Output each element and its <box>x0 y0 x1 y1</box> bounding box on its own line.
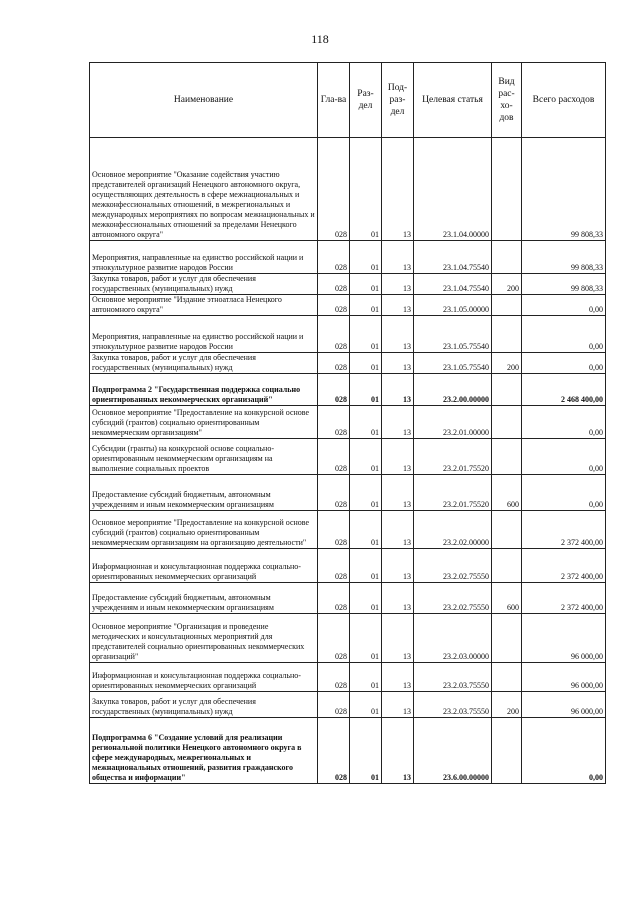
row-chapter: 028 <box>318 241 350 274</box>
row-chapter: 028 <box>318 583 350 614</box>
row-name: Подпрограмма 6 "Создание условий для реализации региональной политики Ненецкого автономного округа в сфере международных, межрегиональных и межнациональных отношений, развития гражданского общества и информации" <box>90 718 318 784</box>
table-row <box>90 583 606 614</box>
table-row <box>90 353 606 374</box>
row-target: 23.1.04.00000 <box>414 138 492 241</box>
row-section: 01 <box>350 295 382 316</box>
row-name: Закупка товаров, работ и услуг для обеспечения государственных (муниципальных) нужд <box>90 274 318 295</box>
row-expense-type: 200 <box>492 692 522 718</box>
row-target: 23.2.00.00000 <box>414 374 492 406</box>
row-subsection: 13 <box>382 353 414 374</box>
row-subsection: 13 <box>382 614 414 663</box>
row-name: Закупка товаров, работ и услуг для обеспечения государственных (муниципальных) нужд <box>90 692 318 718</box>
row-total: 99 808,33 <box>522 241 606 274</box>
row-name: Основное мероприятие "Предоставление на конкурсной основе субсидий (грантов) социально ориентированным некоммерческим организациям" <box>90 406 318 439</box>
row-chapter: 028 <box>318 663 350 692</box>
row-expense-type <box>492 663 522 692</box>
table-row <box>90 241 606 274</box>
row-total: 99 808,33 <box>522 274 606 295</box>
row-subsection: 13 <box>382 549 414 583</box>
header-expense-type: Вид рас-хо-дов <box>492 63 522 138</box>
row-target: 23.1.04.75540 <box>414 274 492 295</box>
row-chapter: 028 <box>318 692 350 718</box>
row-name: Информационная и консультационная поддержка социально-ориентированных некоммерческих организаций <box>90 663 318 692</box>
row-total: 0,00 <box>522 353 606 374</box>
row-subsection: 13 <box>382 583 414 614</box>
row-subsection: 13 <box>382 374 414 406</box>
row-expense-type <box>492 241 522 274</box>
row-subsection: 13 <box>382 274 414 295</box>
row-chapter: 028 <box>318 439 350 475</box>
row-section: 01 <box>350 316 382 353</box>
row-subsection: 13 <box>382 511 414 549</box>
row-subsection: 13 <box>382 295 414 316</box>
row-section: 01 <box>350 374 382 406</box>
row-chapter: 028 <box>318 374 350 406</box>
row-chapter: 028 <box>318 549 350 583</box>
row-expense-type <box>492 549 522 583</box>
header-target: Целевая статья <box>414 63 492 138</box>
row-section: 01 <box>350 406 382 439</box>
row-target: 23.1.05.75540 <box>414 316 492 353</box>
row-chapter: 028 <box>318 475 350 511</box>
row-target: 23.2.01.00000 <box>414 406 492 439</box>
row-subsection: 13 <box>382 663 414 692</box>
row-name: Основное мероприятие "Издание этноатласа Ненецкого автономного округа" <box>90 295 318 316</box>
row-chapter: 028 <box>318 138 350 241</box>
row-name: Мероприятия, направленные на единство российской нации и этнокультурное развитие народов России <box>90 316 318 353</box>
table-row <box>90 549 606 583</box>
page-number: 118 <box>311 32 329 46</box>
row-expense-type <box>492 316 522 353</box>
row-section: 01 <box>350 353 382 374</box>
row-expense-type <box>492 406 522 439</box>
row-subsection: 13 <box>382 316 414 353</box>
row-section: 01 <box>350 663 382 692</box>
row-expense-type <box>492 138 522 241</box>
row-expense-type: 600 <box>492 475 522 511</box>
row-subsection: 13 <box>382 406 414 439</box>
row-expense-type: 200 <box>492 353 522 374</box>
table-row <box>90 511 606 549</box>
row-target: 23.1.05.00000 <box>414 295 492 316</box>
row-name: Предоставление субсидий бюджетным, автономным учреждениям и иным некоммерческим организациям <box>90 583 318 614</box>
row-total: 0,00 <box>522 718 606 784</box>
row-section: 01 <box>350 583 382 614</box>
row-section: 01 <box>350 718 382 784</box>
row-expense-type: 200 <box>492 274 522 295</box>
row-total: 2 372 400,00 <box>522 583 606 614</box>
row-chapter: 028 <box>318 353 350 374</box>
row-total: 96 000,00 <box>522 692 606 718</box>
row-chapter: 028 <box>318 718 350 784</box>
row-expense-type <box>492 718 522 784</box>
row-subsection: 13 <box>382 718 414 784</box>
row-section: 01 <box>350 241 382 274</box>
row-total: 2 372 400,00 <box>522 549 606 583</box>
row-target: 23.1.04.75540 <box>414 241 492 274</box>
row-name: Информационная и консультационная поддержка социально-ориентированных некоммерческих организаций <box>90 549 318 583</box>
table-row <box>90 663 606 692</box>
table-row <box>90 274 606 295</box>
header-chapter: Гла-ва <box>318 63 350 138</box>
table-row <box>90 475 606 511</box>
row-total: 0,00 <box>522 439 606 475</box>
budget-table <box>89 62 606 784</box>
row-section: 01 <box>350 614 382 663</box>
table-row <box>90 316 606 353</box>
table-row <box>90 692 606 718</box>
row-section: 01 <box>350 439 382 475</box>
row-expense-type <box>492 511 522 549</box>
row-section: 01 <box>350 692 382 718</box>
row-total: 0,00 <box>522 295 606 316</box>
row-name: Предоставление субсидий бюджетным, автономным учреждениям и иным некоммерческим организациям <box>90 475 318 511</box>
header-name: Наименование <box>90 63 318 138</box>
row-target: 23.2.03.75550 <box>414 692 492 718</box>
row-total: 2 468 400,00 <box>522 374 606 406</box>
row-name: Основное мероприятие "Оказание содействия участию представителей организаций Ненецкого автономного округа, осуществляющих деятельность в сфере межнациональных и межконфессиональных отношений, в межрегиональных и международных мероприятиях по вопросам межнациональных и межконфессиональных отношений за пределами Ненецкого автономного округа" <box>90 138 318 241</box>
row-expense-type <box>492 439 522 475</box>
row-target: 23.2.03.75550 <box>414 663 492 692</box>
row-name: Мероприятия, направленные на единство российской нации и этнокультурное развитие народов России <box>90 241 318 274</box>
row-section: 01 <box>350 274 382 295</box>
row-subsection: 13 <box>382 241 414 274</box>
table-row <box>90 439 606 475</box>
row-total: 96 000,00 <box>522 614 606 663</box>
row-target: 23.2.01.75520 <box>414 475 492 511</box>
row-total: 96 000,00 <box>522 663 606 692</box>
row-name: Подпрограмма 2 "Государственная поддержка социально ориентированных некоммерческих организаций" <box>90 374 318 406</box>
row-name: Основное мероприятие "Организация и проведение методических и консультационных мероприятий для представителей социально ориентированных некоммерческих организаций" <box>90 614 318 663</box>
row-total: 0,00 <box>522 316 606 353</box>
row-target: 23.1.05.75540 <box>414 353 492 374</box>
table-row <box>90 718 606 784</box>
row-subsection: 13 <box>382 439 414 475</box>
row-name: Основное мероприятие "Предоставление на конкурсной основе субсидий (грантов) социально ориентированным некоммерческим организациям на организацию деятельности" <box>90 511 318 549</box>
row-target: 23.2.02.75550 <box>414 583 492 614</box>
header-total: Всего расходов <box>522 63 606 138</box>
row-subsection: 13 <box>382 475 414 511</box>
row-target: 23.2.01.75520 <box>414 439 492 475</box>
row-total: 0,00 <box>522 475 606 511</box>
row-total: 99 808,33 <box>522 138 606 241</box>
header-section: Раз-дел <box>350 63 382 138</box>
table-row <box>90 295 606 316</box>
row-name: Субсидии (гранты) на конкурсной основе социально-ориентированным некоммерческим организациям на выполнение социальных проектов <box>90 439 318 475</box>
row-chapter: 028 <box>318 295 350 316</box>
row-section: 01 <box>350 138 382 241</box>
table-row <box>90 614 606 663</box>
row-name: Закупка товаров, работ и услуг для обеспечения государственных (муниципальных) нужд <box>90 353 318 374</box>
row-chapter: 028 <box>318 316 350 353</box>
row-expense-type <box>492 614 522 663</box>
row-total: 2 372 400,00 <box>522 511 606 549</box>
row-expense-type <box>492 374 522 406</box>
row-target: 23.2.02.75550 <box>414 549 492 583</box>
row-subsection: 13 <box>382 692 414 718</box>
row-section: 01 <box>350 475 382 511</box>
row-section: 01 <box>350 511 382 549</box>
row-total: 0,00 <box>522 406 606 439</box>
row-subsection: 13 <box>382 138 414 241</box>
row-chapter: 028 <box>318 406 350 439</box>
row-expense-type: 600 <box>492 583 522 614</box>
table-header-row <box>90 63 606 138</box>
header-subsection: Под-раз-дел <box>382 63 414 138</box>
row-chapter: 028 <box>318 614 350 663</box>
row-chapter: 028 <box>318 274 350 295</box>
row-target: 23.6.00.00000 <box>414 718 492 784</box>
table-row <box>90 406 606 439</box>
row-chapter: 028 <box>318 511 350 549</box>
table-row <box>90 138 606 241</box>
row-section: 01 <box>350 549 382 583</box>
row-target: 23.2.03.00000 <box>414 614 492 663</box>
table-row <box>90 374 606 406</box>
row-expense-type <box>492 295 522 316</box>
row-target: 23.2.02.00000 <box>414 511 492 549</box>
